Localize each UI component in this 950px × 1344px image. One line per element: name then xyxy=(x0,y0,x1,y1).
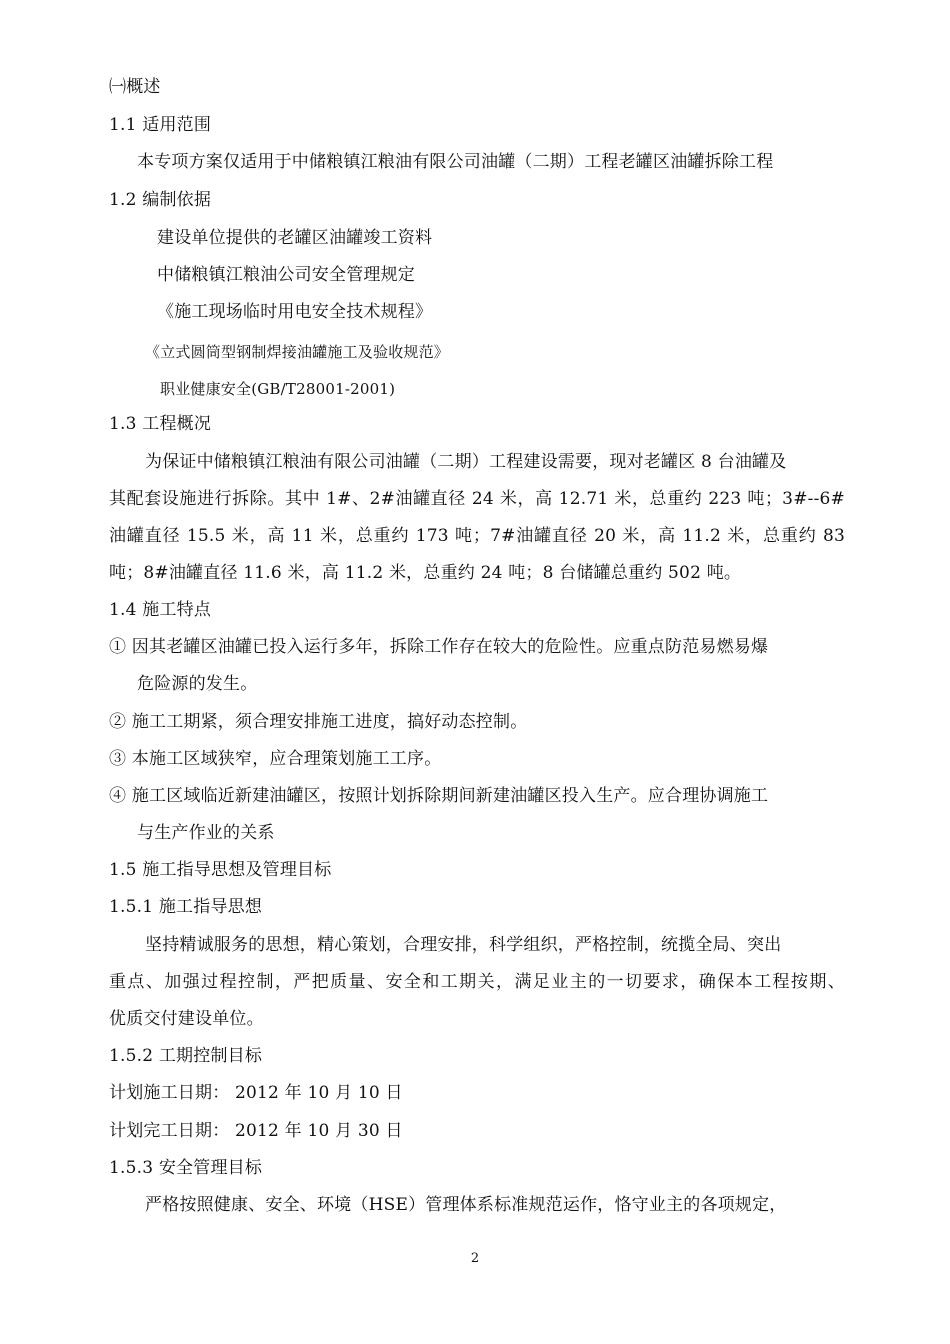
feature-item: ④ 施工区域临近新建油罐区，按照计划拆除期间新建油罐区投入生产。应合理协调施工 xyxy=(109,786,769,806)
feature-item-continuation: 危险源的发生。 xyxy=(137,674,258,694)
section-1-4-heading: 1.4 施工特点 xyxy=(109,600,212,620)
basis-item: 中储粮镇江粮油公司安全管理规定 xyxy=(157,265,415,285)
safety-paragraph-line: 严格按照健康、安全、环境（HSE）管理体系标准规范运作，恪守业主的各项规定， xyxy=(145,1195,787,1215)
section-1-5-3-heading: 1.5.3 安全管理目标 xyxy=(109,1158,263,1178)
feature-item: ③ 本施工区域狭窄，应合理策划施工工序。 xyxy=(109,749,442,769)
feature-item-continuation: 与生产作业的关系 xyxy=(137,823,275,843)
overview-paragraph-line: 吨；8#油罐直径 11.6 米，高 11.2 米，总重约 24 吨；8 台储罐总重约 502 吨。 xyxy=(109,563,742,583)
guiding-paragraph-line: 坚持精诚服务的思想，精心策划，合理安排，科学组织，严格控制，统揽全局、突出 xyxy=(145,935,782,955)
section-1-5-2-heading: 1.5.2 工期控制目标 xyxy=(109,1046,263,1066)
section-1-5-1-heading: 1.5.1 施工指导思想 xyxy=(109,897,263,917)
basis-item: 职业健康安全(GB/T28001-2001) xyxy=(160,380,396,398)
section-1-1-text: 本专项方案仅适用于中储粮镇江粮油有限公司油罐（二期）工程老罐区油罐拆除工程 xyxy=(137,152,774,172)
guiding-paragraph-line: 优质交付建设单位。 xyxy=(109,1009,264,1029)
guiding-paragraph-line: 重点、加强过程控制，严把质量、安全和工期关，满足业主的一切要求，确保本工程按期、 xyxy=(109,972,845,992)
basis-item: 《立式圆筒型钢制焊接油罐施工及验收规范》 xyxy=(145,343,450,361)
overview-paragraph-line: 为保证中储粮镇江粮油有限公司油罐（二期）工程建设需要，现对老罐区 8 台油罐及 xyxy=(145,452,787,472)
planned-end-date: 计划完工日期： 2012 年 10 月 30 日 xyxy=(109,1121,403,1141)
section-1-5-heading: 1.5 施工指导思想及管理目标 xyxy=(109,860,332,880)
overview-paragraph-line: 其配套设施进行拆除。其中 1#、2#油罐直径 24 米，高 12.71 米，总重约 223 吨；3#--6# xyxy=(109,489,845,509)
overview-heading: ㈠概述 xyxy=(109,77,161,97)
feature-item: ② 施工工期紧，须合理安排施工进度，搞好动态控制。 xyxy=(109,712,528,732)
page-number: 2 xyxy=(470,1251,480,1266)
section-1-3-heading: 1.3 工程概况 xyxy=(109,414,212,434)
section-1-1-heading: 1.1 适用范围 xyxy=(109,115,212,135)
basis-item: 建设单位提供的老罐区油罐竣工资料 xyxy=(157,228,433,248)
overview-paragraph-line: 油罐直径 15.5 米，高 11 米，总重约 173 吨；7#油罐直径 20 米，高 11.2 米，总重约 83 xyxy=(109,526,845,546)
section-1-2-heading: 1.2 编制依据 xyxy=(109,190,212,210)
feature-item: ① 因其老罐区油罐已投入运行多年，拆除工作存在较大的危险性。应重点防范易燃易爆 xyxy=(109,637,769,657)
planned-start-date: 计划施工日期： 2012 年 10 月 10 日 xyxy=(109,1083,403,1103)
basis-item: 《施工现场临时用电安全技术规程》 xyxy=(157,302,433,322)
